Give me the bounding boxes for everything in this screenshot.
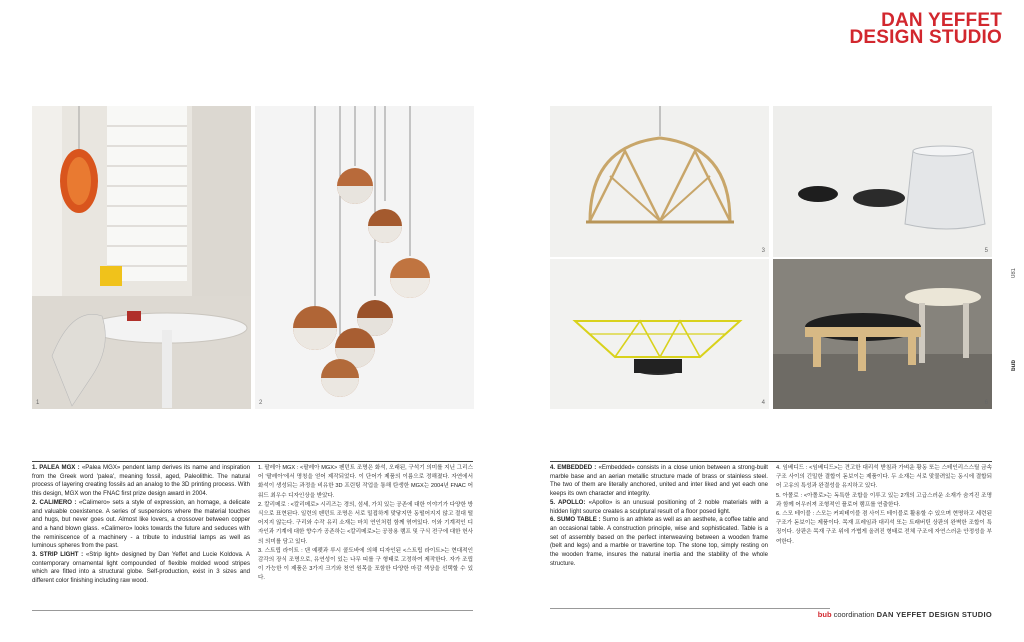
item-body: «Calimero» sets a style of expression, an homage, a delicate and valuable coexistence. A series of suspensions where the material touches and hugs, but never goes out. Almost like lovers, a crossover between copper and a hand blown glass. «Calimero» looks towards the future and seduces with the reminiscence of a machinery - a tribute to industrial lamps as well as luminous spheres from the past. — [32, 498, 250, 550]
divider-bottom-left — [32, 610, 473, 611]
item-strip-light-kr: 3. 스트립 라이트 : 댄 예펫과 루시 콜도바에 의해 디자인된 <스트립 라이트>는 현대적인 감각의 장식 조명으로, 유연성이 있는 나무 띠를 구 형태로 고정하여 제작한다. 자가 조립이 가능한 이 제품은 3가지 크기와 천연 원목을 포함한 다양한 마감 색상을 선택할 수 있다. — [258, 547, 473, 582]
item-apollo — [550, 499, 768, 516]
divider-left — [32, 461, 473, 462]
photo-number: 6 — [984, 400, 988, 406]
item-body: «Apollo» is an unusual positioning of 2 noble materials with a hidden light source creates a sculptural result of a floor posed light. — [550, 498, 768, 515]
photo-strip-light — [550, 106, 769, 257]
photo-sumo-table — [773, 259, 992, 409]
embedded-illustration — [550, 259, 769, 409]
item-body: Sumo is an athlete as well as an aesthete, a coffee table and an occasional table. A construction principle, wise and sophisticated. Table is a set of assembly based on the perfect interweaving between a wooden frame (belt and legs) and a marble or travertine top. The stone top, simply resting on the wooden frame, insures the natural inertia and the stability of the whole structure. — [550, 516, 768, 567]
item-strip-light — [32, 551, 250, 586]
photo-calimero — [255, 106, 474, 409]
item-sumo-table — [550, 516, 768, 568]
photo-number: 5 — [984, 248, 988, 254]
apollo-illustration — [773, 106, 992, 257]
photo-number: 3 — [761, 248, 765, 254]
side-mag-mark: bub — [1011, 360, 1017, 371]
item-palea-kr: 1. 팔레아 MGX : <팔레아 MGX> 펜던트 조명은 화석, 오래된, 구석기 의미를 지닌 그리스어 '팔레아'에서 명칭을 얻어 제작되었다. 이 단어가 제품의 이름으로 정해졌다. 자연에서 화석이 생성되는 과정을 비유한 3D 프린팅 작업을 통해 탄생한 MGX는 2004년 FNAC 어워드 최우수 디자인상을 받았다. — [258, 465, 473, 499]
item-calimero-kr: 2. 칼리메로 : <칼리메로> 시리즈는 경의, 섬세, 가치 있는 공존에 대한 이야기가 다양한 방식으로 표현된다. 일련의 펜던트 조명은 서로 밀접하게 맞닿지만 동떨어지지 않고 절대 떨어지지 않는다. 구리와 수작 유리 소재는 마치 연인처럼 함께 엮여있다. 이와 기계적인 디자인과 기계에 대한 향수가 공존하는 <칼리메로>는 공장용 램프 및 구식 전구에 대한 헌사의 의미를 담고 있다. — [258, 501, 473, 545]
footer-mag-name: bub — [817, 610, 832, 619]
item-title: 6. SUMO TABLE : — [550, 516, 601, 524]
photo-apollo — [773, 106, 992, 257]
divider-bottom-right — [550, 608, 830, 609]
item-body: «Embedded» consists in a close union between a strong-built marble base and an aerian metallic structure made of brass or stainless steel. The two of them are literally anchored, united and inter liked and yet each one keeps its own character and integrity. — [550, 464, 768, 498]
divider-right — [550, 461, 992, 462]
item-calimero — [32, 499, 250, 551]
photo-number: 4 — [761, 400, 765, 406]
item-embedded-kr: 4. 임베디드 : <임베디드>는 견고한 대리석 받침과 가벼운 황동 또는 스테인리스스틸 금속 구조 사이의 긴밀한 결합이 돋보이는 제품이다. 두 소재는 서로 맞물려있는 동시에 결합되어 고유의 특성과 완결성을 유지하고 있다. — [776, 465, 992, 490]
calimero-lamps-illustration — [255, 106, 474, 409]
item-title: 2. CALIMERO : — [32, 498, 77, 506]
item-title: 1. PALEA MGX : — [32, 464, 80, 471]
side-page-number: 081 — [1011, 268, 1017, 279]
footer-coordination: coordination — [833, 610, 875, 619]
item-apollo-kr: 5. 아폴로 : <아폴로>는 독특한 조합을 이루고 있는 2개의 고급스러운 소재가 숨겨진 조명과 함께 어우러져 조형적인 플로어 램프를 연출한다. — [776, 492, 992, 508]
palea-room-illustration — [32, 106, 251, 409]
text-column-right-kr — [776, 464, 992, 547]
item-sumo-table-kr: 6. 스모 테이블 : 스모는 커피테이블 겸 사이드 테이블로 활용할 수 있으며 현명하고 세련된 구조가 돋보이는 제품이다. 목재 프레임과 대리석 또는 트래버틴 상판의 완벽한 조합이 특징이다. 상판은 목재 구조 위에 가볍게 올려진 형태로 전체 구조에 자연스러운 안정성을 부여한다. — [776, 511, 992, 545]
sumo-table-illustration — [773, 259, 992, 409]
photo-embedded — [550, 259, 769, 409]
studio-logo — [849, 12, 1002, 46]
item-palea — [32, 464, 250, 499]
page-footer — [818, 610, 992, 619]
item-title: 5. APOLLO: — [550, 498, 586, 506]
item-body: «Strip light» designed by Dan Yeffet and Lucie Koldova. A contemporary ornamental light compounded of flexible molded wood stripes which are fitted into a structural globe. Self-production, exist in 3 sizes and different color finishing including raw wood. — [32, 551, 250, 585]
text-column-left-kr — [258, 464, 473, 584]
logo-line-1: DAN YEFFET — [881, 10, 1002, 31]
logo-line-2: DESIGN STUDIO — [849, 27, 1002, 48]
photo-number: 2 — [259, 400, 263, 406]
footer-studio: DAN YEFFET DESIGN STUDIO — [876, 610, 992, 619]
item-body: «Palea MGX» pendent lamp derives its name and inspiration from the Greek word 'palea', meaning fossil, aged, Paleolithic. The natural process of layering creating fossils ad an analog to the 3D printing process. With this design, MGX won the FNAC first prize design award in 2004. — [32, 464, 250, 498]
text-column-left-en — [32, 464, 250, 586]
strip-light-illustration — [550, 106, 769, 257]
item-title: 4. EMBEDDED : — [550, 464, 597, 471]
item-embedded — [550, 464, 768, 499]
item-title: 3. STRIP LIGHT : — [32, 551, 84, 559]
photo-palea-mgx — [32, 106, 251, 409]
photo-number: 1 — [36, 400, 40, 406]
text-column-right-en — [550, 464, 768, 568]
